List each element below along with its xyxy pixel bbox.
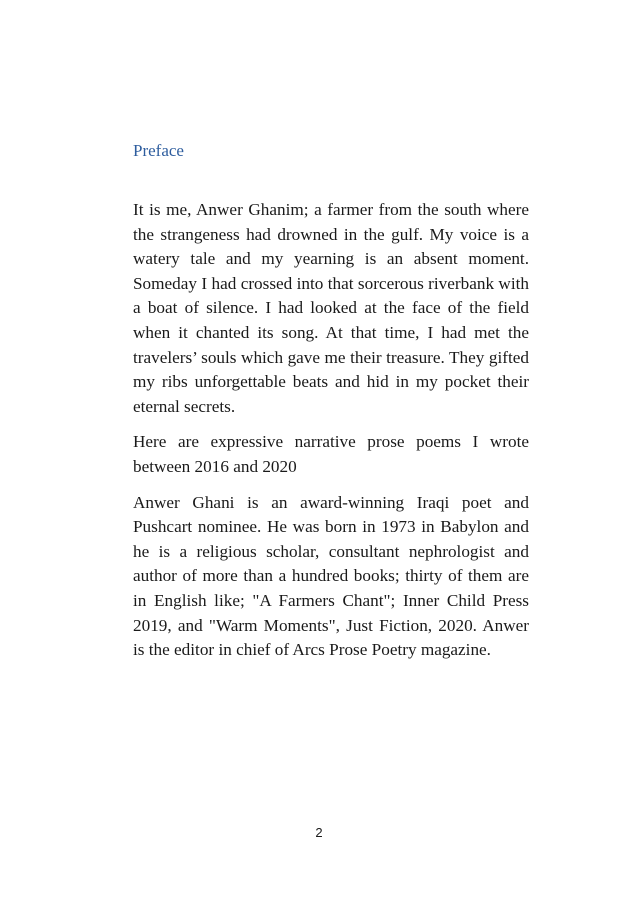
paragraph-intro: It is me, Anwer Ghanim; a farmer from the south where the strangeness had drowned in the gulf. My voice is a watery tale and my yearning is an absent moment. Someday I had crossed into that sorcerous riverbank with a boat of silence. I had looked at the face of the field when it chanted its song. At that time, I had met the travelers’ souls which gave me their treasure. They gifted my ribs unforgettable beats and hid in my pocket their eternal secrets. [133,200,529,416]
paragraph-collection-note: Here are expressive narrative prose poems I wrote between 2016 and 2020 [133,432,529,476]
section-heading: Preface [133,141,184,160]
paragraph-author-bio: Anwer Ghani is an award-winning Iraqi poet and Pushcart nominee. He was born in 1973 in Babylon and he is a religious scholar, consultant nephrologist and author of more than a hundred books; thirty of them are in English like; "A Farmers Chant"; Inner Child Press 2019, and "Warm Moments", Just Fiction, 2020. Anwer is the editor in chief of Arcs Prose Poetry magazine. [133,492,529,660]
page-number: 2 [315,825,323,840]
section-body [133,198,529,674]
